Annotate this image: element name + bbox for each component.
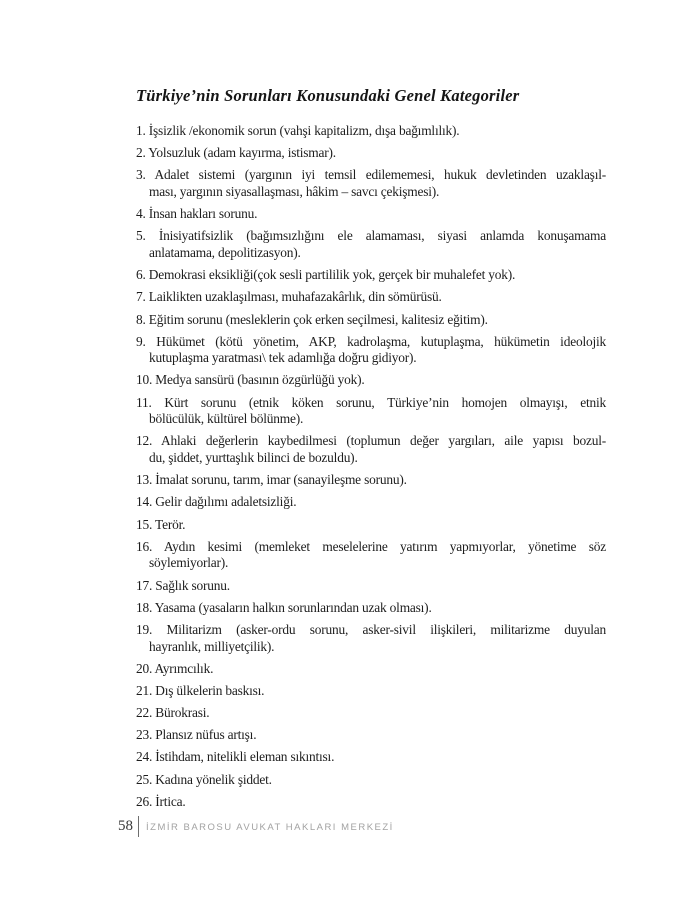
list-item-line: 11. Kürt sorunu (etnik köken sorunu, Türkiye’nin homojen olmayışı, etnik bbox=[136, 394, 606, 410]
list-item bbox=[136, 145, 606, 162]
list-item-line: 24. İstihdam, nitelikli eleman sıkıntısı. bbox=[136, 749, 335, 765]
list-item bbox=[136, 578, 606, 595]
list-item-line: 20. Ayrımcılık. bbox=[136, 660, 214, 676]
list-item bbox=[136, 622, 606, 655]
list-item-line: 23. Plansız nüfus artışı. bbox=[136, 727, 257, 743]
list-item-line: 21. Dış ülkelerin baskısı. bbox=[136, 682, 265, 698]
list-item bbox=[136, 683, 606, 700]
numbered-list bbox=[136, 123, 606, 810]
list-item-line: 22. Bürokrasi. bbox=[136, 705, 210, 721]
list-item-line: 6. Demokrasi eksikliği(çok sesli partililik yok, gerçek bir muhalefet yok). bbox=[136, 267, 516, 283]
list-item-line: 9. Hükümet (kötü yönetim, AKP, kadrolaşma, kutuplaşma, hükümetin ideolojik bbox=[136, 333, 606, 349]
list-item bbox=[136, 206, 606, 223]
list-item-line: 16. Aydın kesimi (memleket meselelerine yatırım yapmıyorlar, yönetime söz bbox=[136, 538, 606, 554]
list-item bbox=[136, 539, 606, 572]
list-item bbox=[136, 794, 606, 811]
list-item-line: 4. İnsan hakları sorunu. bbox=[136, 206, 258, 222]
list-item bbox=[136, 517, 606, 534]
list-item bbox=[136, 600, 606, 617]
list-item-line: 14. Gelir dağılımı adaletsizliği. bbox=[136, 494, 297, 510]
list-item-line: 12. Ahlaki değerlerin kaybedilmesi (toplumun değer yargıları, aile yapısı bozul- bbox=[136, 433, 606, 449]
list-item-line: 10. Medya sansürü (basının özgürlüğü yok). bbox=[136, 372, 365, 388]
list-item-line: söylemiyorlar). bbox=[149, 555, 229, 571]
list-item-line: ması, yargının siyasallaşması, hâkim – savcı çekişmesi). bbox=[149, 183, 440, 199]
list-item-line: bölücülük, kültürel bölünme). bbox=[149, 411, 304, 427]
page-number: 58 bbox=[118, 818, 133, 834]
list-item-line: 13. İmalat sorunu, tarım, imar (sanayileşme sorunu). bbox=[136, 472, 407, 488]
list-item-line: 19. Militarizm (asker-ordu sorunu, asker-sivil ilişkileri, militarizme duyulan bbox=[136, 621, 606, 637]
list-item-line: 18. Yasama (yasaların halkın sorunlarından uzak olması). bbox=[136, 599, 432, 615]
list-item bbox=[136, 472, 606, 489]
list-item bbox=[136, 661, 606, 678]
list-item bbox=[136, 749, 606, 766]
list-item bbox=[136, 705, 606, 722]
list-item bbox=[136, 167, 606, 200]
list-item-line: 26. İrtica. bbox=[136, 793, 186, 809]
list-item bbox=[136, 372, 606, 389]
list-item bbox=[136, 334, 606, 367]
list-item-line: 7. Laiklikten uzaklaşılması, muhafazakârlık, din sömürüsü. bbox=[136, 289, 442, 305]
list-item bbox=[136, 228, 606, 261]
text-block bbox=[136, 86, 606, 816]
list-item-line: hayranlık, milliyetçilik). bbox=[149, 638, 275, 654]
list-item-line: 8. Eğitim sorunu (mesleklerin çok erken seçilmesi, kalitesiz eğitim). bbox=[136, 311, 488, 327]
running-title: İZMİR BAROSU AVUKAT HAKLARI MERKEZİ bbox=[146, 822, 394, 833]
list-item bbox=[136, 433, 606, 466]
list-item-line: 17. Sağlık sorunu. bbox=[136, 577, 230, 593]
list-item-line: 2. Yolsuzluk (adam kayırma, istismar). bbox=[136, 145, 336, 161]
list-item bbox=[136, 395, 606, 428]
list-item bbox=[136, 727, 606, 744]
footer-divider bbox=[138, 816, 139, 837]
list-item-line: du, şiddet, yurttaşlık bilinci de bozuldu). bbox=[149, 450, 358, 466]
list-item bbox=[136, 494, 606, 511]
list-item bbox=[136, 267, 606, 284]
list-item-line: 25. Kadına yönelik şiddet. bbox=[136, 771, 272, 787]
list-item-line: 3. Adalet sistemi (yargının iyi temsil edilememesi, hukuk devletinden uzaklaşıl- bbox=[136, 167, 606, 183]
list-item bbox=[136, 772, 606, 789]
list-item-line: 15. Terör. bbox=[136, 516, 186, 532]
list-item-line: 5. İnisiyatifsizlik (bağımsızlığını ele alamaması, siyasi anlamda konuşamama bbox=[136, 228, 606, 244]
list-item bbox=[136, 289, 606, 306]
list-item-line: 1. İşsizlik /ekonomik sorun (vahşi kapitalizm, dışa bağımlılık). bbox=[136, 123, 460, 138]
page-footer bbox=[118, 816, 394, 837]
page-title: Türkiye’nin Sorunları Konusundaki Genel Kategoriler bbox=[136, 86, 520, 105]
list-item-line: kutuplaşma yaratması\ tek adamlığa doğru gidiyor). bbox=[149, 350, 417, 366]
list-item bbox=[136, 123, 606, 140]
list-item-line: anlatamama, depolitizasyon). bbox=[149, 244, 301, 260]
list-item bbox=[136, 312, 606, 329]
